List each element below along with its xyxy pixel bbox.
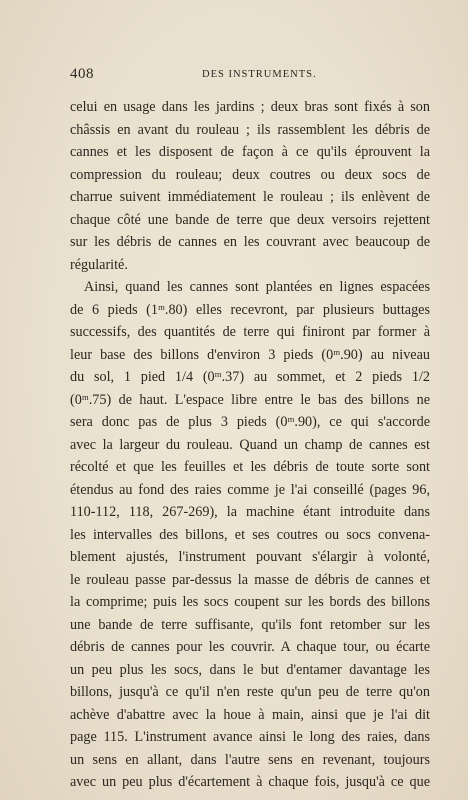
- text-line: charrue suivent immédiatement le rouleau ; ils enlèvent de: [70, 189, 430, 205]
- text-line: (0ᵐ.75) de haut. L'espace libre entre le bas des billons ne: [70, 391, 430, 408]
- text-line: avec la largeur du rouleau. Quand un champ de cannes est: [70, 436, 430, 453]
- text-line: débris de cannes pour les couvrir. A chaque tour, ou écarte: [70, 639, 430, 655]
- text-line: un sens en allant, dans l'autre sens en revenant, toujours: [70, 751, 430, 768]
- text-line: étendus au fond des raies comme je l'ai conseillé (pages 96,: [70, 481, 430, 498]
- text-line: leur base des billons d'environ 3 pieds (0ᵐ.90) au niveau: [70, 346, 430, 363]
- text-line: Ainsi, quand les cannes sont plantées en lignes espacées: [84, 279, 430, 295]
- text-line: chaque côté une bande de terre que deux versoirs rejettent: [70, 211, 430, 228]
- text-line: celui en usage dans les jardins ; deux bras sont fixés à son: [70, 99, 430, 115]
- text-line: une bande de terre suffisante, qu'ils font retomber sur les: [70, 616, 430, 633]
- page-number: 408: [70, 66, 94, 82]
- running-head: [70, 66, 430, 86]
- text-line: billons, jusqu'à ce qu'il n'en reste qu'un peu de terre qu'on: [70, 684, 430, 700]
- chapter-title: DES INSTRUMENTS.: [202, 69, 317, 80]
- text-line: successifs, des quantités de terre qui finiront par former à: [70, 324, 430, 340]
- text-line: achève d'abattre avec la houe à main, ainsi que je l'ai dit: [70, 706, 430, 723]
- text-line: sera donc pas de plus 3 pieds (0ᵐ.90), ce qui s'accorde: [70, 414, 430, 430]
- text-line: le rouleau passe par-dessus la masse de débris de cannes et: [70, 571, 430, 588]
- text-line: la comprime; puis les socs coupent sur les bords des billons: [70, 594, 430, 610]
- text-line: régularité.: [70, 256, 128, 273]
- text-line: compression du rouleau; deux coutres ou deux socs de: [70, 166, 430, 183]
- text-line: 110-112, 118, 267-269), la machine étant introduite dans: [70, 504, 430, 520]
- text-line: blement ajustés, l'instrument pouvant s'élargir à volonté,: [70, 549, 430, 565]
- text-line: sur les débris de cannes en les couvrant avec beaucoup de: [70, 234, 430, 250]
- text-line: récolté et que les feuilles et les débris de toute sorte sont: [70, 459, 430, 475]
- text-line: de 6 pieds (1ᵐ.80) elles recevront, par plusieurs buttages: [70, 301, 430, 318]
- body-text: [70, 96, 430, 794]
- text-line: les intervalles des billons, et ses coutres ou socs convena-: [70, 526, 430, 543]
- text-line: du sol, 1 pied 1/4 (0ᵐ.37) au sommet, et 2 pieds 1/2: [70, 369, 430, 385]
- text-line: page 115. L'instrument avance ainsi le long des raies, dans: [70, 729, 430, 745]
- text-line: cannes et les disposent de façon à ce qu'ils éprouvent la: [70, 144, 430, 160]
- text-line: châssis en avant du rouleau ; ils rassemblent les débris de: [70, 121, 430, 138]
- text-line: avec un peu plus d'écartement à chaque fois, jusqu'à ce que: [70, 774, 430, 790]
- text-line: un peu plus les socs, dans le but d'entamer davantage les: [70, 661, 430, 678]
